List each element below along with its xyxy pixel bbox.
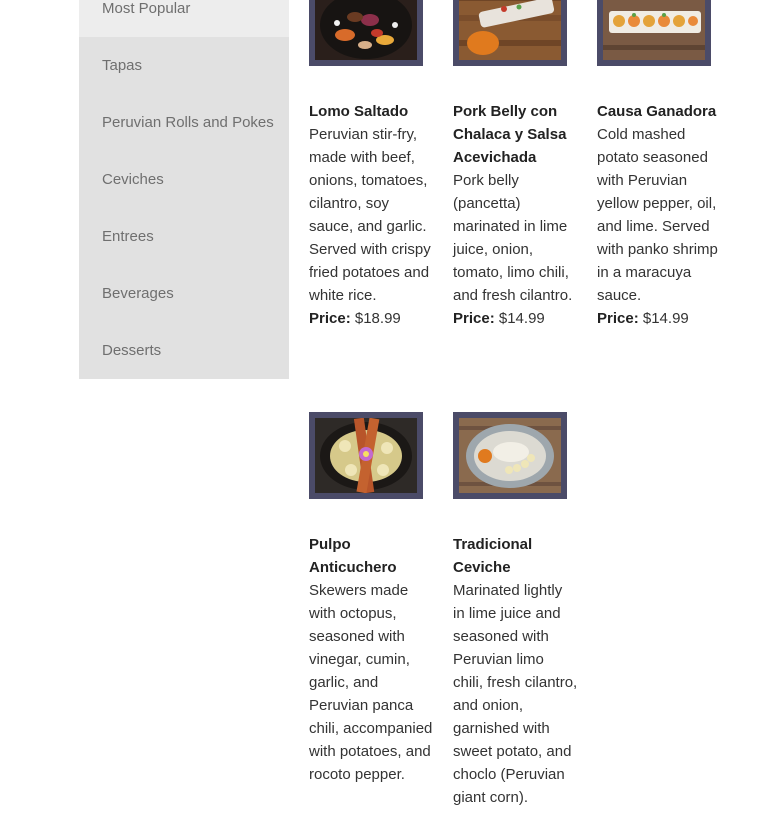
- menu-item-title: Tradicional Ceviche: [453, 536, 533, 576]
- sidebar-item-beverages[interactable]: Beverages: [102, 285, 174, 302]
- menu-item-photo[interactable]: [309, 0, 423, 66]
- menu-item-title: Pork Belly con Chalaca y Salsa Acevichada: [453, 103, 567, 166]
- menu-item-price: [453, 307, 578, 330]
- sidebar-item-tapas[interactable]: Tapas: [102, 57, 143, 74]
- menu-item-price: [597, 307, 722, 330]
- price-value: $14.99: [642, 310, 689, 327]
- menu-item-title: Causa Ganadora: [597, 103, 717, 120]
- menu-item-photo[interactable]: [453, 0, 567, 66]
- menu-item-description: Cold mashed potato seasoned with Peruvian yellow pepper, oil, and lime. Served with panko shrimp in a maracuya sauce.: [597, 126, 718, 304]
- price-label: Price:: [309, 310, 351, 327]
- menu-item-photo[interactable]: [597, 0, 711, 66]
- price-value: $14.99: [498, 310, 545, 327]
- price-value: $18.99: [354, 310, 401, 327]
- menu-item-description: Pork belly (pancetta) marinated in lime juice, onion, tomato, limo chili, and fresh cilantro.: [453, 172, 573, 304]
- category-sidebar: [79, 0, 289, 379]
- sidebar-item-ceviches[interactable]: Ceviches: [102, 171, 164, 188]
- sidebar-item-entrees[interactable]: Entrees: [102, 228, 154, 245]
- menu-item-photo[interactable]: [309, 412, 423, 499]
- price-label: Price:: [453, 310, 495, 327]
- menu-item-description: Skewers made with octopus, seasoned with vinegar, cumin, garlic, and Peruvian panca chili, accompanied with potatoes, and rocoto pepper.: [309, 582, 433, 783]
- menu-item-title: Pulpo Anticuchero: [309, 536, 397, 576]
- menu-item-description: Marinated lightly in lime juice and seasoned with Peruvian limo chili, fresh cilantro, and onion, garnished with sweet potato, and choclo (Peruvian giant corn).: [453, 582, 578, 806]
- sidebar-item-desserts[interactable]: Desserts: [102, 342, 162, 359]
- price-label: Price:: [597, 310, 639, 327]
- menu-item-description: Peruvian stir-fry, made with beef, onions, tomatoes, cilantro, soy sauce, and garlic. Served with crispy fried potatoes and white rice.: [309, 126, 431, 304]
- sidebar-item-most-popular[interactable]: Most Popular: [79, 0, 289, 37]
- menu-item-price: [309, 307, 434, 330]
- menu-item-title: Lomo Saltado: [309, 103, 409, 120]
- sidebar-item-peruvian-rolls-and-pokes[interactable]: Peruvian Rolls and Pokes: [102, 114, 274, 131]
- menu-item-photo[interactable]: [453, 412, 567, 499]
